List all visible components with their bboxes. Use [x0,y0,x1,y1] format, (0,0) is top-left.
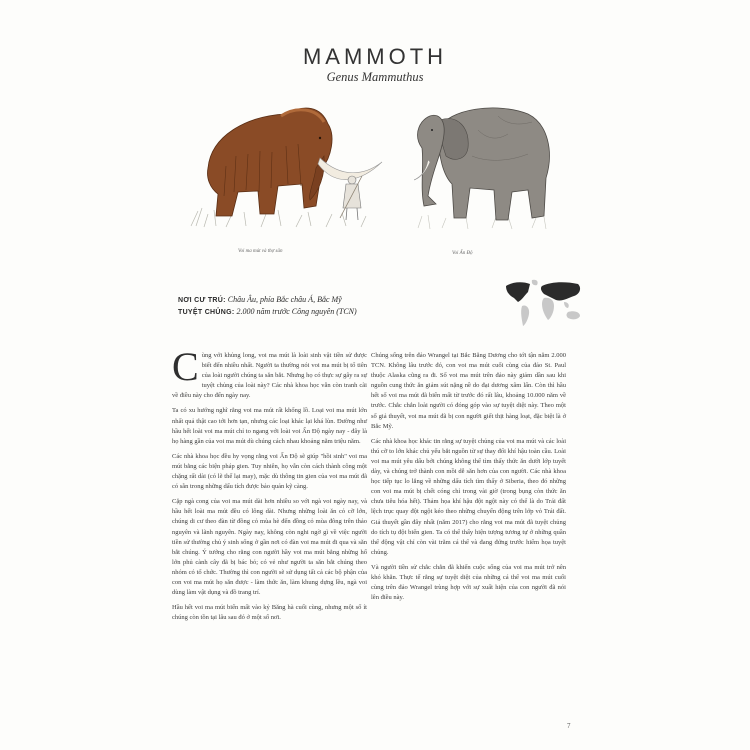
fact-block [178,294,357,318]
text-column-left [172,344,367,628]
habitat-label: NƠI CƯ TRÚ: [178,297,226,304]
drop-cap: C [172,344,199,389]
mammoth-caption: Voi ma mút và thợ săn [238,249,283,254]
page-subtitle: Genus Mammuthus [326,70,424,84]
world-map-icon [504,278,584,328]
text-column-right [371,351,566,608]
elephant-caption: Voi Ấn Độ [452,251,473,256]
habitat-row [178,294,357,306]
page-number: 7 [567,722,571,730]
paragraph: Các nhà khoa học đều hy vọng rằng voi Ấn Độ sẽ giúp "hồi sinh" voi ma mút bằng các biện pháp gien. Tuy nhiên, họ vẫn còn cách thành công một chặng rất dài (có lẽ thế lại may), mặc dù thông tin gien của voi ma mút đã có sẵn trong những dấu tích được bảo quản kỹ càng. [172,452,367,491]
extinction-value: 2.000 năm trước Công nguyên (TCN) [236,307,357,316]
paragraph: Cùng với khủng long, voi ma mút là loài sinh vật tiền sử được biết đến nhiều nhất. Người ta thường nói voi ma mút bị tổ tiên của loài người chúng ta săn bắt. Nhưng họ có thực sự gây ra sự tuyệt chủng của loài này? Các nhà khoa học vẫn còn tranh cãi về điều này cho đến ngày nay. [172,344,367,400]
paragraph: Và người tiền sử chắc chắn đã khiến cuộc sống của voi ma mút trở nên khó khăn. Thực tế rằng sự tuyệt diệt của những cá thể voi ma mút cuối cùng trên đảo Wrangel trùng hợp với sự xuất hiện của con người đã nói lên điều này. [371,563,566,602]
extinction-label: TUYỆT CHỦNG: [178,309,235,316]
paragraph: Chúng sống trên đảo Wrangel tại Bắc Băng Dương cho tới tận năm 2.000 TCN. Không lâu trước đó, con voi ma mút cuối cùng của đảo St. Paul thuộc Alaska cũng ra đi. Số voi ma mút trên đảo này giảm dần sau khi nguồn cung thức ăn giảm sút nặng nề do đại dương xâm lấn. Còn thì hầu hết số voi ma mút đã biến mất từ trước đó rất lâu, khoảng 10.000 năm về trước. Chắc chắn loài người có đóng góp vào sự tuyệt diệt này. Theo một số giả thuyết, voi ma mút đã bị con người giết thịt hàng loạt, đặc biệt là ở Bắc Mỹ. [371,352,566,430]
page-title: MAMMOTH [302,44,448,69]
mammoth-illustration [186,96,396,236]
habitat-value: Châu Âu, phía Bắc châu Á, Bắc Mỹ [227,295,342,304]
paragraph: Cặp ngà cong của voi ma mút dài hơn nhiều so với ngà voi ngày nay, và hầu hết loài ma mút đều có lông dài. Nhưng những loài ăn cỏ cỡ lớn, chúng di cư theo đàn từ đồng cỏ mùa hè đến đồng cỏ mùa đông trên thảo nguyên và lãnh nguyên. Ngày nay, không còn nghi ngờ gì về việc người tiền sử thường chủ ý sinh sống ở gần nơi có đàn voi ma mút đi qua và săn bắt chúng. Ý tưởng cho rằng con người hầy voi ma mút bằng những hố lớn phủ cành cây đã bị bác bỏ; có vẻ như người ta săn bắt chúng theo nhóm có tổ chức. Thường thì con người sẽ sử dụng tất cả các bộ phận của con voi ma mút họ săn được - làm thức ăn, làm khung dựng lều, ngà voi dùng làm vật dụng và đồ trang trí. [172,498,367,597]
paragraph: Hầu hết voi ma mút biến mất vào kỷ Băng hà cuối cùng, nhưng một số ít chúng còn tồn tại lâu sau đó ở một số nơi. [172,604,367,622]
extinction-row [178,306,357,318]
paragraph: Các nhà khoa học khác tin rằng sự tuyệt chủng của voi ma mút và các loài thú cỡ to lớn khác chủ yếu bắt nguồn từ sự thay đổi khí hậu toàn cầu. Loài voi ma mút yêu dấu bởi chúng không thể tìm thấy thức ăn dưới lớp tuyết dày, và chúng trở thành con mồi dễ săn hơn của con người. Các nhà khoa học tiếp tục lo lắng về những dấu tích tìm thấy ở Siberia, theo đó những con voi ma mút bị chết cóng chỉ trong vài giờ (trong bụng còn thức ăn chưa tiêu hóa hết). Thảm họa khí hậu đột ngột này có thể là do Trái đất lệch trục quay đột ngột kéo theo những chuyến động trên lớp vỏ Trái đất. Giả thuyết gần đây nhất (năm 2017) cho rằng voi ma mút đã tuyệt chủng do tích tụ đột biến gien. Ta có thể thấy hiện tượng tương tự ở những quần thể động vật chỉ còn vài trăm cá thể và đang đứng trước hiểm họa tuyệt chủng. [371,437,566,556]
hunter-figure [340,176,362,220]
elephant-illustration [408,100,558,235]
paragraph: Ta có xu hướng nghĩ rằng voi ma mút rất khổng lồ. Loại voi ma mút lớn nhất quả thật cao tới hơn tạn, nhưng các loại khác lại khá lùn. Đường như hầu hết loài voi ma mút chỉ to ngang với loài voi Ấn Độ ngày nay - đây là họ hàng gần của voi ma mút dù chúng cách nhau khoảng năm triệu năm. [172,407,367,445]
